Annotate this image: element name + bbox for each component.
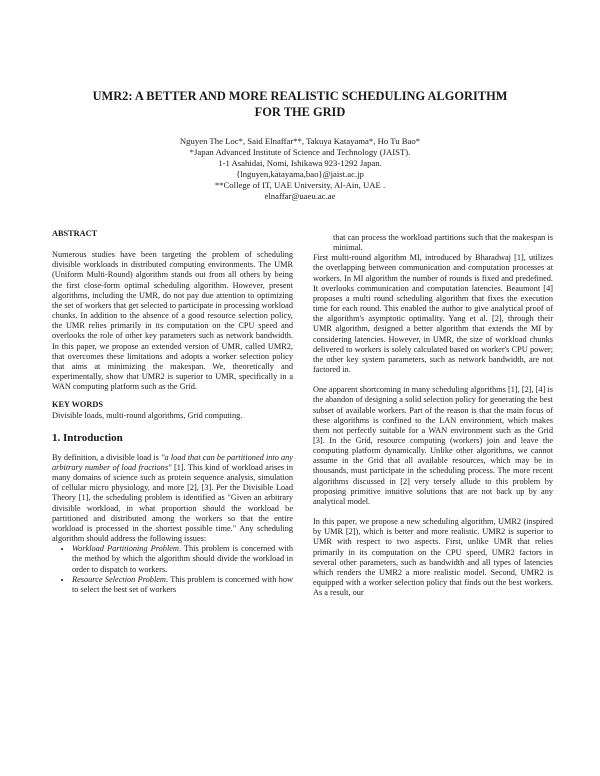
related-work-paragraph: First multi-round algorithm MI, introduced by Bharadwaj [1], utilizes the overlapping between communication and computation processes at workers. In MI algorithm the number of rounds is fixed and predefined. It overlooks communication and computation latencies. Beaumont [4] proposes a multi round scheduling algorithm that fixes the execution time for each round. This enabled the author to give analytical proof of the algorithm's asymptotic optimality. Yang et al. [2], through their UMR algorithm, designed a better algorithm that extends the MI by considering latencies. However, in UMR, the size of workload chunks delivered to workers is solely calculated based on worker's CPU power; the other key system parameters, such as network bandwidth, are not factored in.: [313, 253, 553, 375]
affiliation-uaeu: **College of IT, UAE University, Al-Ain, UAE .: [214, 180, 386, 190]
paper-title: [40, 88, 560, 120]
intro-quote: "a load that can be partitioned into any arbitrary number of load fractions": [52, 452, 293, 472]
intro-paragraph: [52, 453, 293, 544]
list-item: [72, 544, 293, 574]
intro-text-a: By definition, a divisible load is: [52, 452, 162, 462]
keywords-text: Divisible loads, multi-round algorithms, Grid computing.: [52, 410, 243, 420]
bullet-term: Workload Partitioning Problem: [72, 544, 179, 554]
title-line-2: FOR THE GRID: [254, 105, 346, 119]
left-column: [52, 229, 293, 595]
contribution-paragraph: In this paper, we propose a new scheduling algorithm, UMR2 (inspired by UMR [2]), which is better and more realistic. UMR2 is superior to UMR with respect to two aspects. First, unlike UMR that relies primarily in its computation on the CPU speed, UMR2 factors in several other parameters, such as bandwidth and all types of latencies which renders the UMR2 a more realistic model. Second, UMR2 is equipped with a worker selection policy that finds out the best workers. As a result, our: [313, 517, 553, 598]
author-block: [90, 136, 510, 202]
affiliation-jaist: *Japan Advanced Institute of Science and Technology (JAIST).: [189, 147, 411, 157]
issues-list: [52, 544, 293, 595]
keywords-heading: KEY WORDS: [52, 400, 103, 410]
affiliation-jaist-email: {lnguyen,katayama,bao}@jaist.ac.jp: [236, 169, 364, 179]
affiliation-jaist-address: 1-1 Asahidai, Nomi, Ishikawa 923-1292 Japan.: [218, 158, 382, 168]
bullet-term: Resource Selection Problem: [72, 574, 166, 584]
affiliation-uaeu-email: elnaffar@uaeu.ac.ae: [264, 191, 336, 201]
bullet-text: . This problem is concerned with the method by which the algorithm should divide the workload in order to dispatch to workers.: [72, 544, 293, 574]
introduction-heading: 1. Introduction: [52, 431, 123, 444]
abstract-text: Numerous studies have been targeting the problem of scheduling divisible workloads in distributed computing environments. The UMR (Uniform Multi-Round) algorithm stands out from all others by being the first close-form optimal scheduling algorithm. However, present algorithms, including the UMR, do not pay due attention to optimizing the set of workers that get selected to participate in processing workload chunks. In addition to the absence of a good resource selection policy, the UMR relies primarily in its computation on the CPU speed and overlooks the role of other key parameters such as network bandwidth. In this paper, we propose an extended version of UMR, called UMR2, that overcomes these limitations and adopts a worker selection policy that aims at minimizing the makespan. We, theoretically and experimentally, show that UMR2 is superior to UMR, specifically in a WAN computing platform such as the Grid.: [52, 250, 293, 392]
bullet-continuation: that can process the workload partitions such that the makespan is minimal.: [333, 233, 553, 253]
list-item: [72, 575, 293, 595]
author-names: Nguyen The Loc*, Said Elnaffar**, Takuya Katayama*, Ho Tu Bao*: [179, 136, 421, 146]
bullet-text: . This problem is concerned with how to select the best set of workers: [72, 574, 293, 594]
right-column: [313, 233, 553, 598]
title-line-1: UMR2: A BETTER AND MORE REALISTIC SCHEDULING ALGORITHM: [92, 89, 508, 103]
intro-text-b: [1]. This kind of workload arises in many domains of science such as protein sequence analysis, simulation of cellular micro physiology, and more [2], [3]. Per the Divisible Load Theory [1], the scheduling problem is identified as "Given an arbitrary divisible workload, in what proportion should the workload be partitioned and distributed among the workers so that the entire workload is processed in the shortest possible time." Any scheduling algorithm should address the following issues:: [52, 462, 293, 544]
shortcoming-paragraph: One apparent shortcoming in many scheduling algorithms [1], [2], [4] is the abandon of designing a solid selection policy for generating the best subset of available workers. Part of the reason is that the main focus of these algorithms is confined to the LAN environment, which makes them not perfectly suitable for a WAN environment such as the Grid [3]. In the Grid, resource computing (workers) join and leave the computing platform dynamically. Unlike other algorithms, we cannot assume in the Grid that all available resources, which may be in thousands, must participate in the scheduling process. The more recent algorithms discussed in [2] very tersely allude to this problem by proposing primitive intuitive solutions that are not back up by any analytical model.: [313, 385, 553, 506]
abstract-heading: ABSTRACT: [52, 229, 98, 238]
